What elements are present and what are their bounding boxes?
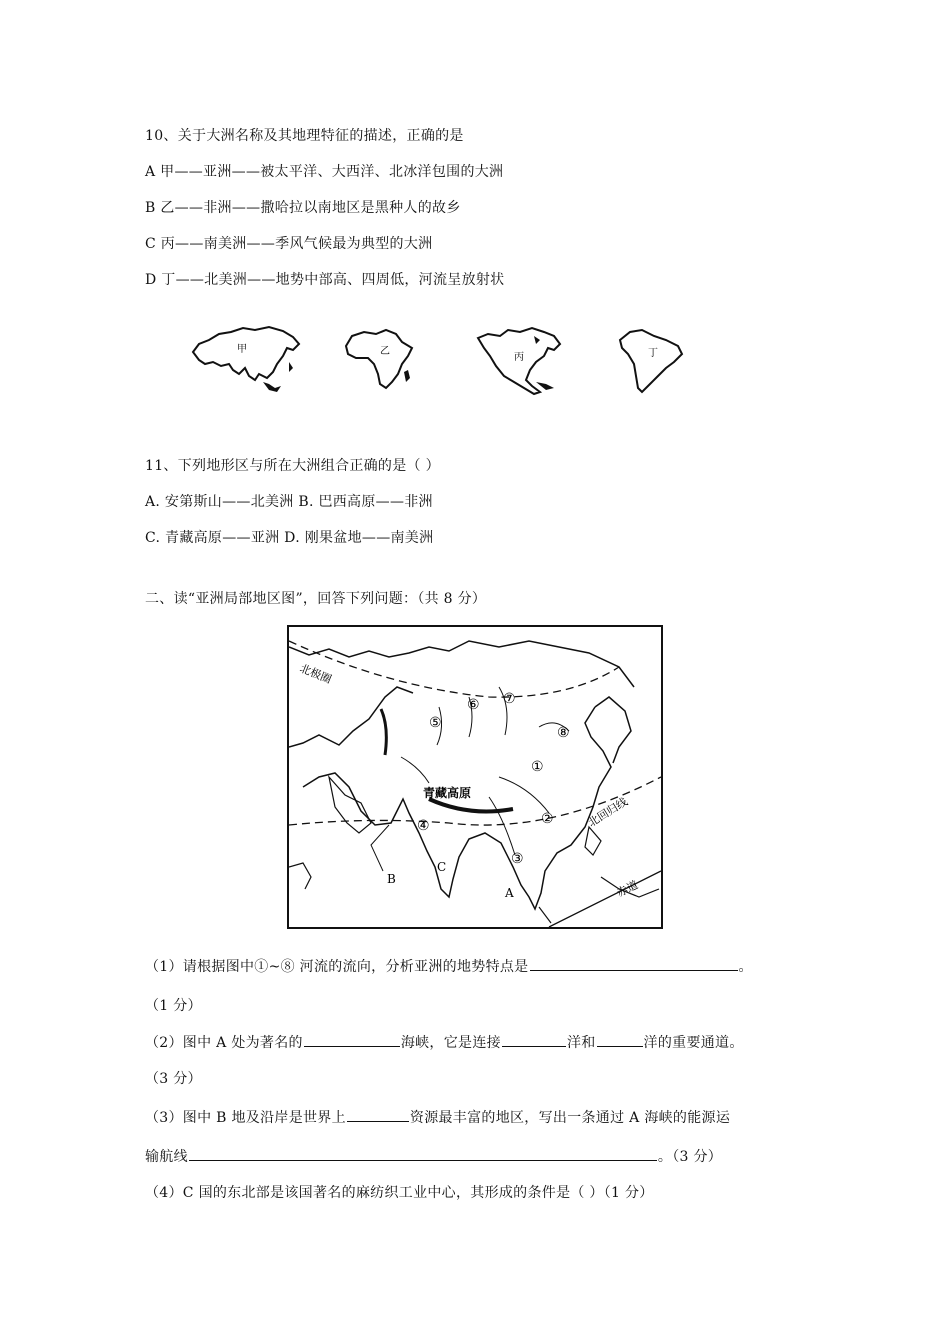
q11-options-row1: A. 安第斯山——北美洲 B. 巴西高原——非洲 — [145, 494, 433, 510]
map-river-4: ④ — [417, 818, 430, 834]
q2-1-line — [145, 956, 753, 977]
q2-2-ocean1-blank[interactable] — [502, 1032, 566, 1047]
q2-1-text: （1）请根据图中①~⑧ 河流的流向，分析亚洲的地势特点是 — [145, 959, 529, 975]
continent-yi-outline — [342, 326, 422, 392]
q2-3-resource-blank[interactable] — [347, 1107, 409, 1122]
map-river-7: ⑦ — [503, 691, 516, 707]
q10-option-d: D 丁——北美洲——地势中部高、四周低，河流呈放射状 — [145, 272, 505, 288]
continent-label-yi: 乙 — [380, 346, 390, 357]
map-label-b: B — [387, 872, 396, 886]
continent-label-jia: 甲 — [237, 344, 247, 355]
q2-3-route-blank[interactable] — [189, 1146, 657, 1161]
q2-2-ocean2-blank[interactable] — [597, 1032, 643, 1047]
map-label-plateau: 青藏高原 — [423, 786, 472, 800]
map-river-6: ⑥ — [467, 697, 480, 713]
q10-stem: 10、关于大洲名称及其地理特征的描述，正确的是 — [145, 128, 464, 144]
map-label-arctic-circle: 北极圈 — [297, 661, 334, 687]
q2-3-text-b: 资源最丰富的地区，写出一条通过 A 海峡的能源运 — [409, 1110, 731, 1126]
asia-map — [287, 625, 663, 929]
map-river-3: ③ — [511, 851, 524, 867]
q2-1-end: 。 — [738, 959, 753, 975]
q2-2-line — [145, 1032, 744, 1053]
continent-label-bing: 丙 — [514, 352, 524, 363]
q2-3-text-c: 输航线 — [145, 1149, 188, 1165]
q2-2-text-b: 海峡，它是连接 — [400, 1035, 501, 1051]
map-river-5: ⑤ — [429, 715, 442, 731]
section2-title: 二、读“亚洲局部地区图”，回答下列问题：（共 8 分） — [145, 591, 487, 607]
q2-2-score: （3 分） — [145, 1071, 202, 1087]
q2-1-score: （1 分） — [145, 998, 202, 1014]
q2-1-answer-blank[interactable] — [530, 956, 738, 971]
q11-stem: 11、下列地形区与所在大洲组合正确的是（ ） — [145, 458, 440, 474]
continent-label-ding: 丁 — [648, 348, 658, 359]
q2-3-text-a: （3）图中 B 地及沿岸是世界上 — [145, 1110, 346, 1126]
q2-4-line: （4）C 国的东北部是该国著名的麻纺织工业中心，其形成的条件是（ ）（1 分） — [145, 1185, 654, 1201]
map-river-1: ① — [531, 759, 544, 775]
map-label-a: A — [505, 886, 514, 900]
map-label-c: C — [437, 860, 447, 874]
continent-ding-outline — [614, 326, 688, 398]
q2-2-text-a: （2）图中 A 处为著名的 — [145, 1035, 303, 1051]
q10-option-a: A 甲——亚洲——被太平洋、大西洋、北冰洋包围的大洲 — [145, 164, 504, 180]
map-label-tropic: 北回归线 — [585, 795, 630, 830]
continent-jia-outline — [185, 322, 305, 394]
q2-2-text-c: 洋和 — [566, 1035, 596, 1051]
q10-option-c: C 丙——南美洲——季风气候最为典型的大洲 — [145, 236, 433, 252]
map-label-equator: 赤道 — [614, 878, 641, 900]
continent-bing-outline — [474, 326, 566, 396]
q2-2-text-d: 洋的重要通道。 — [643, 1035, 744, 1051]
q2-3-text-d: 。（3 分） — [657, 1149, 723, 1165]
q2-2-strait-blank[interactable] — [304, 1032, 400, 1047]
q2-3-line — [145, 1107, 730, 1128]
map-river-2: ② — [541, 811, 554, 827]
map-river-8: ⑧ — [557, 725, 570, 741]
q10-option-b: B 乙——非洲——撒哈拉以南地区是黑种人的故乡 — [145, 200, 461, 216]
q2-3-line2 — [145, 1146, 722, 1167]
q11-options-row2: C. 青藏高原——亚洲 D. 刚果盆地——南美洲 — [145, 530, 434, 546]
